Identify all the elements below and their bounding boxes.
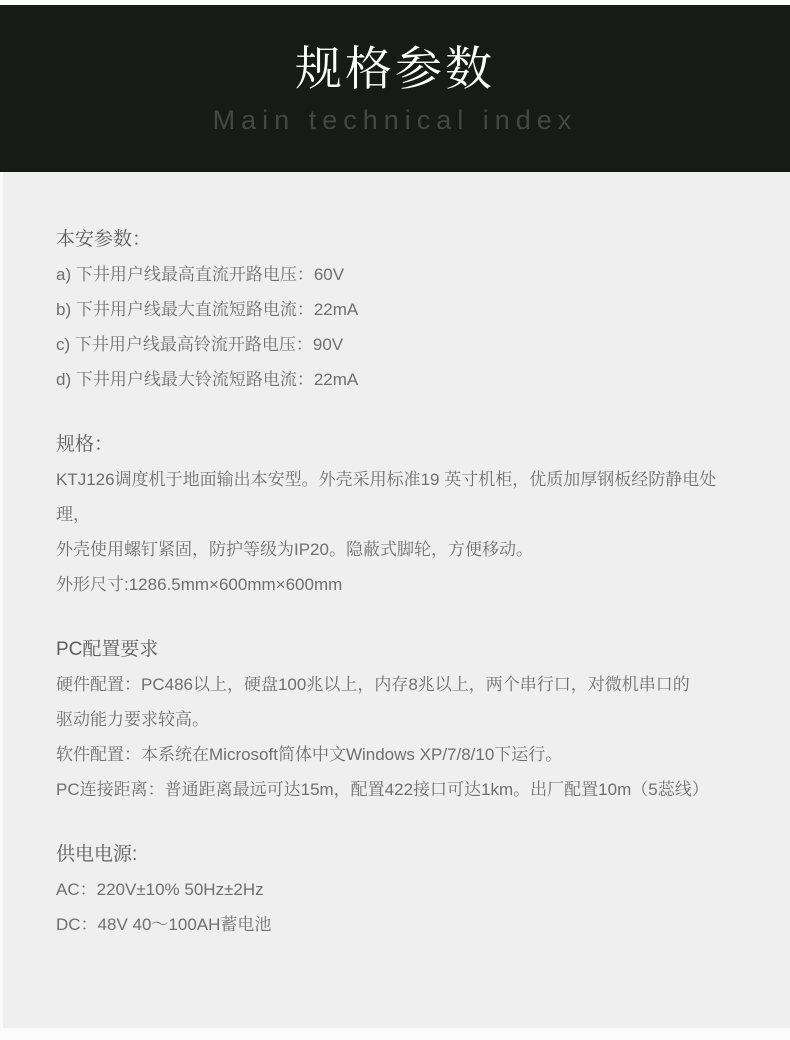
spec-line: b) 下井用户线最大直流短路电流：22mA: [56, 300, 359, 319]
page-title: 规格参数: [295, 42, 495, 95]
spec-line: a) 下井用户线最高直流开路电压：60V: [56, 265, 345, 284]
spec-line: KTJ126调度机于地面输出本安型。外壳采用标准19 英寸机柜，优质加厚钢板经防静电处理，: [56, 470, 717, 524]
section-title: 规格：: [56, 434, 114, 455]
section-power-supply: [56, 837, 750, 942]
section-specifications: [56, 427, 750, 602]
section-title: 供电电源:: [56, 844, 138, 865]
header-banner: [0, 5, 790, 172]
spec-line: 驱动能力要求较高。: [56, 710, 209, 729]
spec-line: 外形尺寸:1286.5mm×600mm×600mm: [56, 575, 343, 594]
section-title: PC配置要求: [56, 639, 159, 660]
spec-line: 硬件配置：PC486以上，硬盘100兆以上，内存8兆以上，两个串行口，对微机串口的: [56, 675, 690, 694]
section-pc-requirements: [56, 632, 750, 807]
spec-line: d) 下井用户线最大铃流短路电流：22mA: [56, 370, 359, 389]
spec-line: AC：220V±10% 50Hz±2Hz: [56, 880, 264, 899]
section-title: 本安参数：: [56, 229, 152, 250]
section-intrinsic-safety-params: [56, 222, 750, 397]
spec-line: c) 下井用户线最高铃流开路电压：90V: [56, 335, 344, 354]
spec-line: 软件配置：本系统在Microsoft简体中文Windows XP/7/8/10下运行。: [56, 745, 563, 764]
spec-line: 外壳使用螺钉紧固，防护等级为IP20。隐蔽式脚轮，方便移动。: [56, 540, 533, 559]
page-subtitle: Main technical index: [212, 105, 578, 135]
spec-line: PC连接距离：普通距离最远可达15m，配置422接口可达1km。出厂配置10m（5蕊线）: [56, 780, 709, 799]
spec-panel: [3, 172, 790, 1028]
spec-line: DC：48V 40～100AH蓄电池: [56, 915, 272, 934]
